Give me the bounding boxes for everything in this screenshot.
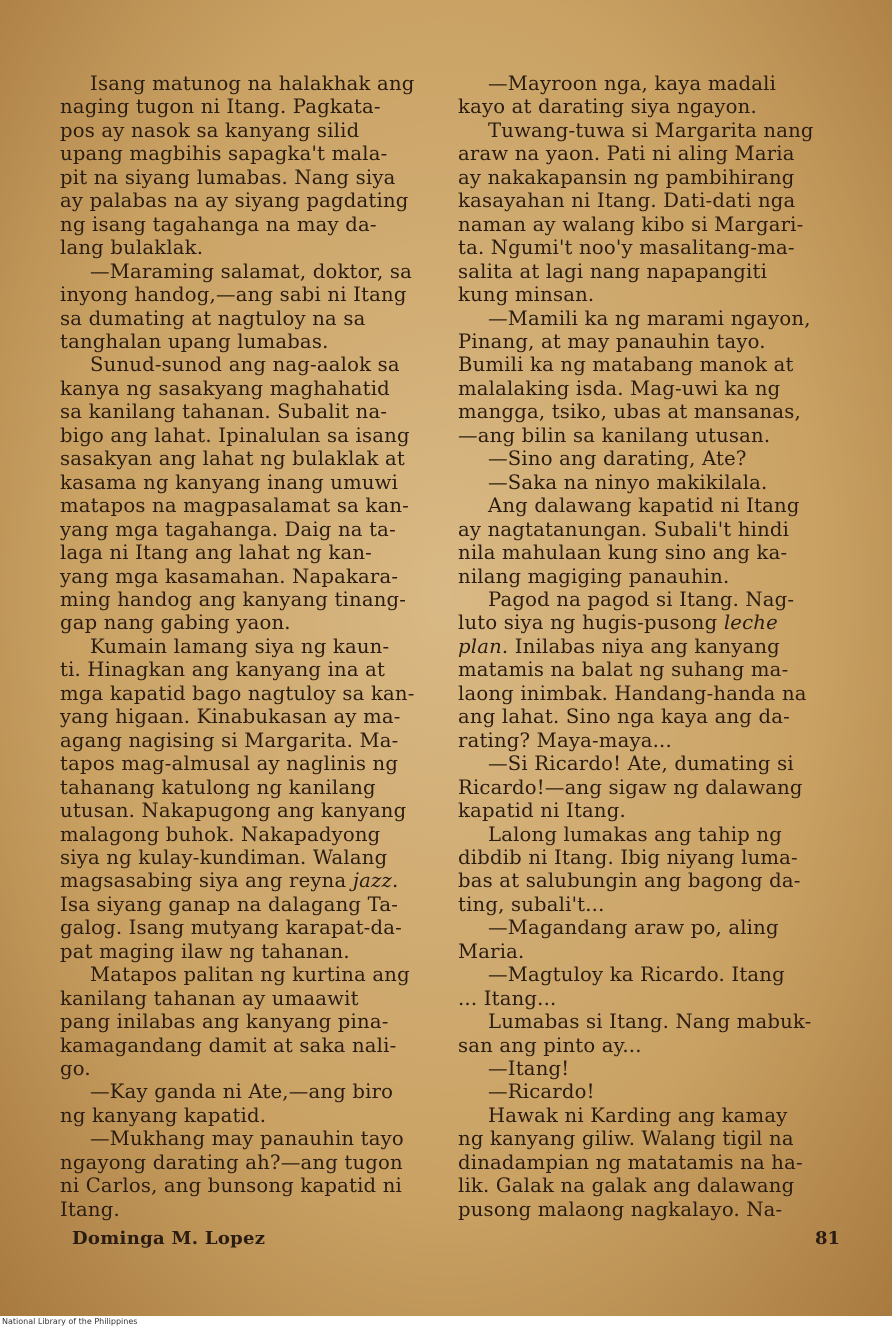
- paragraph: —Saka na ninyo makikilala.: [488, 470, 768, 494]
- paragraph: Lumabas si Itang. Nang mabuk- san ang pinto ay...: [458, 1010, 812, 1057]
- paragraph: —Mayroon nga, kaya madali kayo at darating siya ngayon.: [458, 72, 777, 119]
- paragraph: —Magtuloy ka Ricardo. Itang ... Itang...: [458, 963, 785, 1010]
- paragraph: Isang matunog na halakhak ang naging tugon ni Itang. Pagkata- pos ay nasok sa kanyang silid upang magbihis sapagka't mala- pit na siyang lumabas. Nang siya ay palabas na ay siyang pagdating ng isang tagahanga na may da- lang bulaklak.: [60, 72, 415, 260]
- paragraph: —Mamili ka ng marami ngayon, Pinang, at may panauhin tayo. Bumili ka ng matabang manok at malalaking isda. Mag-uwi ka ng mangga, tsiko, ubas at mansanas, —ang bilin sa kanilang utusan.: [458, 306, 811, 447]
- paragraph: —Si Ricardo! Ate, dumating si Ricardo!—ang sigaw ng dalawang kapatid ni Itang.: [458, 752, 803, 823]
- paragraph: Hawak ni Karding ang kamay ng kanyang giliw. Walang tigil na dinadampian ng matatamis na ha- lik. Galak na galak ang dalawang pusong malaong nagkalayo. Na-: [458, 1103, 803, 1221]
- paragraph: —Itang!: [488, 1057, 570, 1081]
- paragraph: —Magandang araw po, aling Maria.: [458, 916, 779, 963]
- left-text-column: [60, 72, 438, 1221]
- paragraph: Ang dalawang kapatid ni Itang ay nagtatanungan. Subali't hindi nila mahulaan kung sino ang ka- nilang magiging panauhin.: [458, 494, 800, 588]
- paragraph: Kumain lamang siya ng kaun- ti. Hinagkan ang kanyang ina at mga kapatid bago nagtuloy sa kan- yang higaan. Kinabukasan ay ma- agang nagising si Margarita. Ma- tapos mag-almusal ay naglinis ng tahanang katulong ng kanilang utusan. Nakapugong ang kanyang malagong buhok. Nakapadyong siya ng kulay-kundiman. Walang magsasabing siya ang reyna jazz. Isa siyang ganap na dalagang Ta- galog. Isang mutyang karapat-da- pat maging ilaw ng tahanan.: [60, 634, 415, 963]
- paragraph: Matapos palitan ng kurtina ang kanilang tahanan ay umaawit pang inilabas ang kanyang pina- kamagandang damit at saka nali- go.: [60, 963, 410, 1081]
- paragraph: —Maraming salamat, doktor, sa inyong handog,—ang sabi ni Itang sa dumating at nagtuloy na sa tanghalan upang lumabas.: [60, 259, 412, 353]
- paragraph: —Kay ganda ni Ate,—ang biro ng kanyang kapatid.: [60, 1080, 394, 1127]
- page-number: 81: [815, 1228, 841, 1249]
- paragraph: —Mukhang may panauhin tayo ngayong darating ah?—ang tugon ni Carlos, ang bunsong kapatid ni Itang.: [60, 1127, 404, 1221]
- paragraph: Sunud-sunod ang nag-aalok sa kanya ng sasakyang maghahatid sa kanilang tahanan. Subalit na- bigo ang lahat. Ipinalulan sa isang sasakyan ang lahat ng bulaklak at kasama ng kanyang inang umuwi matapos na magpasalamat sa kan- yang mga tagahanga. Daig na ta- laga ni Itang ang lahat ng kan- yang mga kasamahan. Napakara- ming handog ang kanyang tinang- gap nang gabing yaon.: [60, 353, 410, 635]
- right-text-column: [458, 72, 842, 1221]
- library-credit: National Library of the Philippines: [2, 1317, 138, 1326]
- author-byline: Dominga M. Lopez: [72, 1228, 266, 1249]
- paragraph: —Sino ang darating, Ate?: [488, 447, 747, 471]
- paragraph: Pagod na pagod si Itang. Nag- luto siya ng hugis-pusong leche plan. Inilabas niya ang kanyang matamis na balat ng suhang ma- laong inimbak. Handang-handa na ang lahat. Sino nga kaya ang da- rating? Maya-maya...: [458, 587, 807, 752]
- paragraph: Lalong lumakas ang tahip ng dibdib ni Itang. Ibig niyang luma- bas at salubungin ang bagong da- ting, subali't...: [458, 822, 801, 916]
- paragraph: Tuwang-tuwa si Margarita nang araw na yaon. Pati ni aling Maria ay nakakapansin ng pambihirang kasayahan ni Itang. Dati-dati nga naman ay walang kibo si Margari- ta. Ngumi't noo'y masalitang-ma- salita at lagi nang napapangiti kung minsan.: [458, 118, 814, 307]
- paragraph: —Ricardo!: [488, 1080, 595, 1104]
